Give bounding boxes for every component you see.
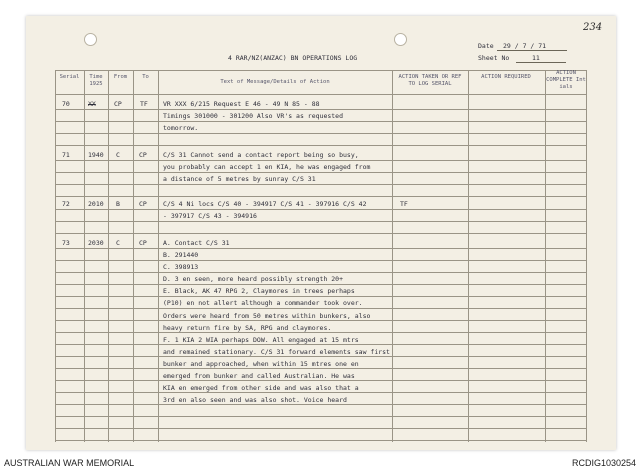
entry-text-line: D. 3 en seen, more heard possibly strength 20+ (163, 275, 344, 284)
entry-from: B (116, 200, 120, 208)
entry-time: 2030 (88, 239, 104, 247)
sheet-underline (516, 62, 566, 63)
punch-hole (394, 33, 407, 46)
entry-text-line: KIA en emerged from other side and was also that a (163, 384, 359, 393)
entry-text-line: emerged from bunker and called Australian. He was (163, 372, 355, 381)
entry-to: CP (139, 200, 147, 208)
entry-text-line: VR XXX 6/215 Request E 46 - 49 N 85 - 88 (163, 100, 320, 108)
entry-text-line: C/S 31 Cannot send a contact report being so busy, (163, 151, 359, 159)
entry-from: CP (114, 100, 122, 108)
col-action-required-header: ACTION REQUIRED (481, 74, 531, 80)
entry-text-line: 3rd en also seen and was also shot. Voice heard (163, 396, 347, 405)
entry-serial: 72 (62, 200, 70, 208)
entry-from: C (116, 239, 120, 247)
entry-serial: 70 (62, 100, 70, 108)
entry-to: CP (139, 239, 147, 247)
entry-text-line: C. 398913 (163, 263, 199, 272)
entry-serial: 73 (62, 239, 70, 247)
entry-text-line: a distance of 5 metres by sunray C/S 31 (163, 175, 316, 183)
col-from-header: From (113, 74, 128, 80)
col-time-header: Time (89, 74, 103, 80)
punch-hole (84, 33, 97, 46)
col-serial-header: Serial (59, 74, 80, 80)
entry-to: TF (140, 100, 148, 108)
sheet-value: 11 (532, 54, 540, 62)
entry-text-block (163, 240, 390, 409)
footer-reference: RCDIG1030254 (571, 458, 636, 468)
entry-text-line: bunker and approached, when within 15 mtres one en (163, 359, 359, 368)
log-title: 4 RAR/NZ(ANZAC) BN OPERATIONS LOG (228, 54, 358, 62)
entry-serial: 71 (62, 151, 70, 159)
entry-text-line: tomorrow. (163, 124, 199, 132)
date-value: 29 / 7 / 71 (503, 42, 547, 50)
page-number: 234 (583, 22, 603, 33)
entry-from: C (116, 151, 120, 159)
col-text-header: Text of Message/Details of Action (220, 79, 330, 85)
col-action-complete-header: ACTION COMPLETE Int ials (546, 70, 586, 90)
footer-source: AUSTRALIAN WAR MEMORIAL (4, 458, 135, 468)
entry-text-line: (P10) en not allert although a commander took over. (163, 299, 363, 308)
entry-text-line: B. 291440 (163, 251, 199, 260)
date-underline (497, 50, 567, 51)
date-label: Date (478, 42, 494, 50)
col-to-header: To (142, 74, 149, 80)
sheet-label: Sheet No (478, 54, 510, 62)
entry-time: 2010 (88, 200, 104, 208)
entry-time: 1940 (88, 151, 104, 159)
entry-to: CP (139, 151, 147, 159)
entry-text-line: E. Black, AK 47 RPG 2, Claymores in trees perhaps (163, 287, 355, 296)
entry-text-line: and remained stationary. C/S 31 forward elements saw first (163, 347, 390, 356)
entry-text-line: you probably can accept 1 en KIA, he was engaged from (163, 163, 371, 171)
entry-text-line: Timings 301000 - 301200 Also VR's as requested (163, 112, 344, 120)
col-action-taken-header: ACTION TAKEN OR REF TO LOG SERIAL (398, 74, 462, 88)
entry-action-taken: TF (400, 200, 408, 208)
entry-text-line: Orders were heard from 50 metres within bunkers, also (163, 311, 371, 320)
entry-text-line: C/S 4 Ni locs C/S 40 - 394917 C/S 41 - 397916 C/S 42 (163, 200, 367, 208)
entry-time: XX (88, 100, 96, 108)
entry-text-line: F. 1 KIA 2 WIA perhaps DOW. All engaged at 15 mtrs (163, 335, 359, 344)
entry-text-line: heavy return fire by SA, RPG and claymores. (163, 323, 332, 332)
col-time-value: 1925 (89, 81, 103, 87)
entry-text-line: A. Contact C/S 31 (163, 239, 230, 247)
entry-text-line: - 397917 C/S 43 - 394916 (163, 212, 257, 220)
